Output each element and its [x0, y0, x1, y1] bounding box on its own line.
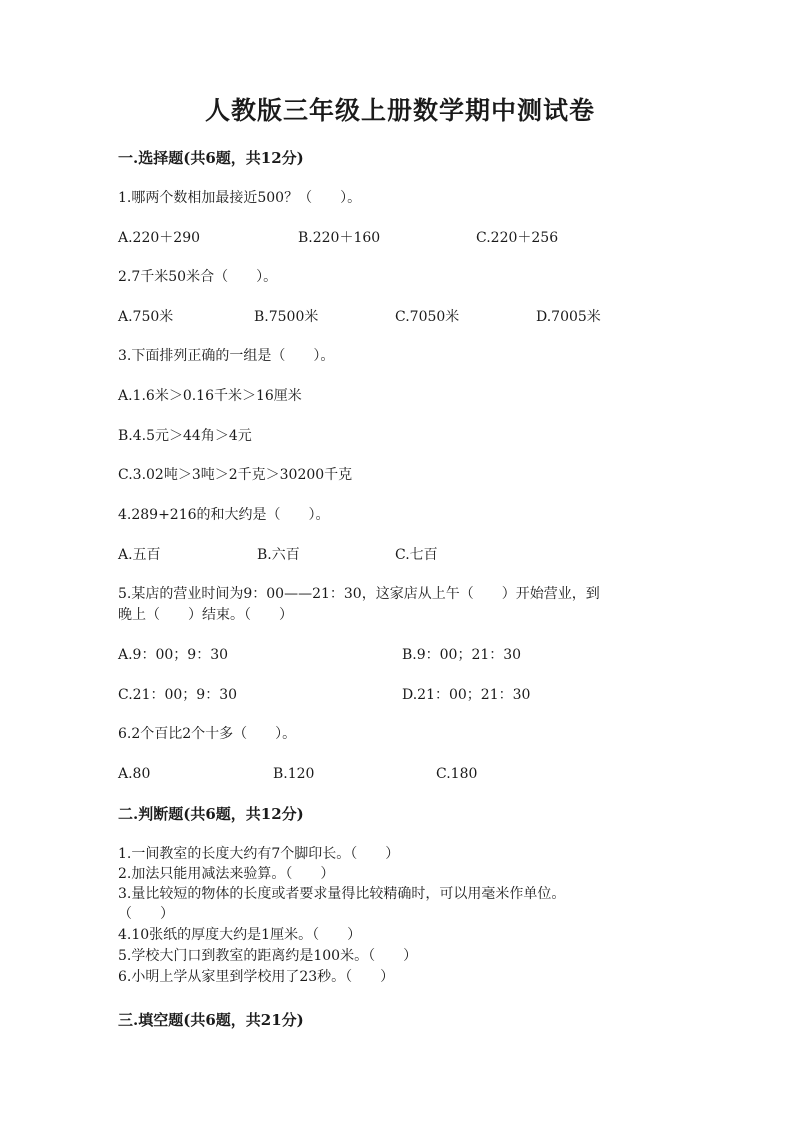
question-4-stem: 4.289+216的和大约是（ ）。: [118, 507, 330, 523]
question-6-stem: 6.2个百比2个十多（ ）。: [118, 726, 297, 742]
section-heading-fill-blank: 三.填空题(共6题，共21分): [118, 1011, 304, 1029]
question-1-option-b: B.220＋160: [298, 230, 381, 246]
judgement-item-1: 1.一间教室的长度大约有7个脚印长。（ ）: [118, 846, 400, 862]
question-1-option-a: A.220＋290: [118, 230, 201, 246]
question-5-option-a: A.9：00；9：30: [118, 647, 229, 663]
judgement-item-5: 5.学校大门口到教室的距离约是100米。（ ）: [118, 948, 418, 964]
judgement-item-2: 2.加法只能用减法来验算。（ ）: [118, 866, 335, 882]
question-1-stem: 1.哪两个数相加最接近500？（ ）。: [118, 190, 362, 206]
question-2-option-d: D.7005米: [536, 309, 601, 325]
page-title: 人教版三年级上册数学期中测试卷: [204, 96, 595, 125]
question-5-option-b: B.9：00；21：30: [402, 647, 522, 663]
section-heading-choice: 一.选择题(共6题，共12分): [118, 149, 304, 167]
question-3-option-b: B.4.5元＞44角＞4元: [118, 428, 252, 444]
question-2-option-b: B.7500米: [254, 309, 319, 325]
question-1-option-c: C.220＋256: [476, 230, 559, 246]
question-4-option-c: C.七百: [395, 547, 438, 563]
question-5-option-c: C.21：00；9：30: [118, 687, 238, 703]
judgement-item-4: 4.10张纸的厚度大约是1厘米。（ ）: [118, 927, 362, 943]
question-3-stem: 3.下面排列正确的一组是（ ）。: [118, 348, 335, 364]
question-5-stem-line1: 5.某店的营业时间为9：00——21：30，这家店从上午（ ）开始营业，到: [118, 586, 600, 602]
question-6-option-a: A.80: [118, 766, 151, 782]
question-5-stem-line2: 晚上（ ）结束。（ ）: [118, 607, 293, 623]
question-3-option-a: A.1.6米＞0.16千米＞16厘米: [118, 388, 302, 404]
question-5-option-d: D.21：00；21：30: [402, 687, 531, 703]
question-2-option-a: A.750米: [118, 309, 174, 325]
question-6-option-b: B.120: [273, 766, 315, 782]
question-2-option-c: C.7050米: [395, 309, 460, 325]
question-3-option-c: C.3.02吨＞3吨＞2千克＞30200千克: [118, 467, 353, 483]
question-2-stem: 2.7千米50米合（ ）。: [118, 269, 278, 285]
question-4-option-b: B.六百: [257, 547, 300, 563]
judgement-item-3: 3.量比较短的物体的长度或者要求量得比较精确时，可以用毫米作单位。: [118, 886, 566, 902]
question-4-option-a: A.五百: [118, 547, 161, 563]
judgement-item-3-bracket: （ ）: [118, 906, 174, 922]
section-heading-true-false: 二.判断题(共6题，共12分): [118, 805, 304, 823]
question-6-option-c: C.180: [436, 766, 478, 782]
judgement-item-6: 6.小明上学从家里到学校用了23秒。（ ）: [118, 969, 395, 985]
